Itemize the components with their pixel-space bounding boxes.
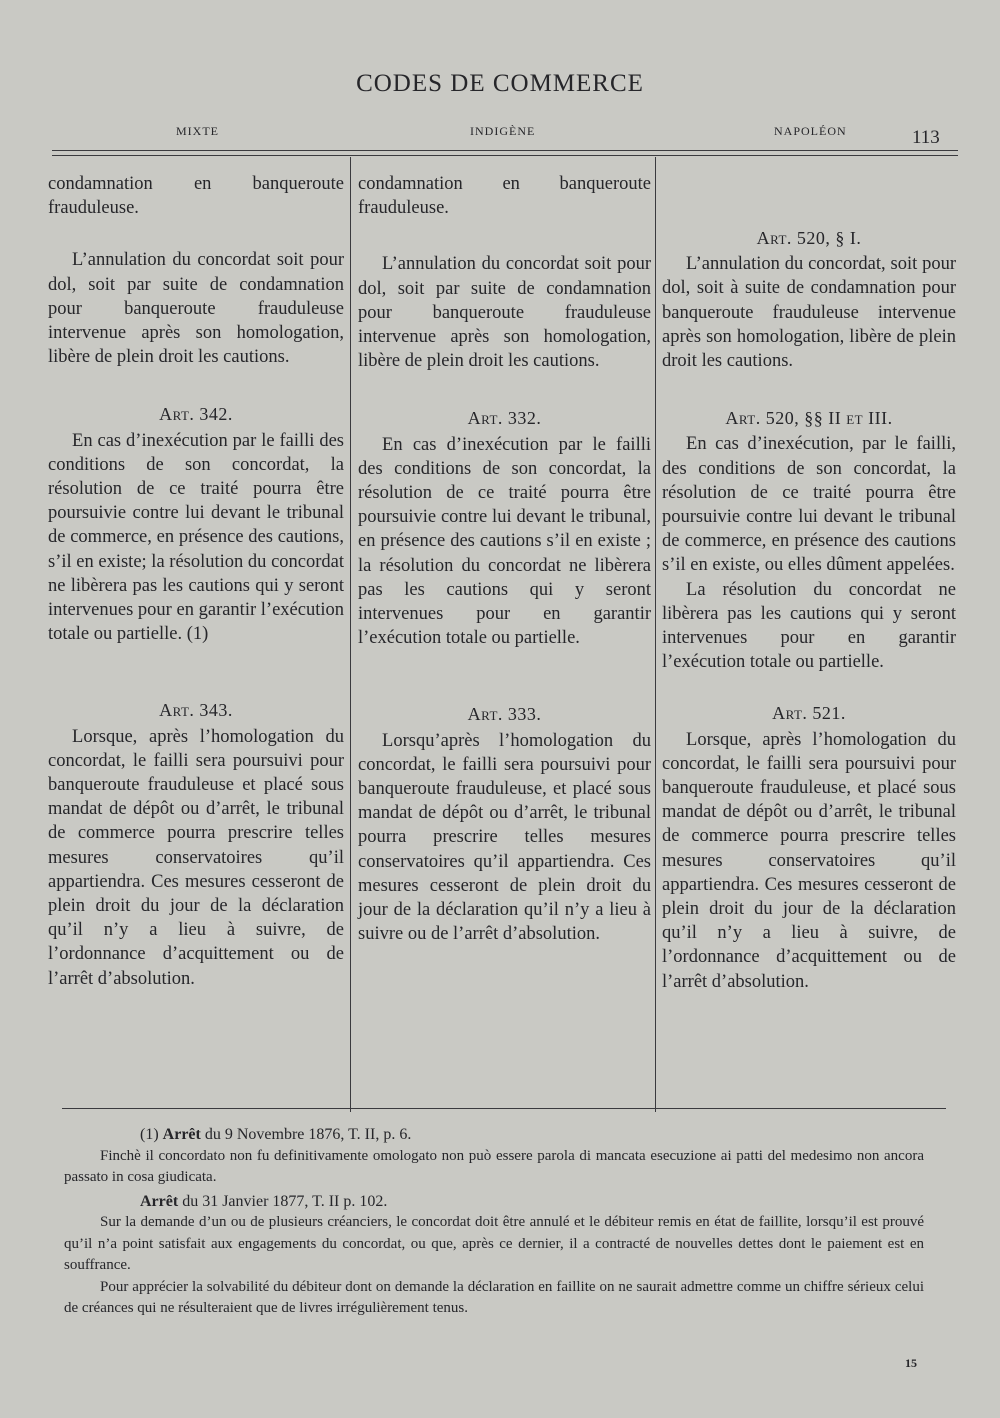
- column-header-indigene: INDIGÈNE: [470, 124, 536, 138]
- paragraph: En cas d’inexécution, par le failli, des conditions de son concordat, la résolution de ce traité pourra être poursuivie contre lui devant le tribunal de commerce, en présence des cautions s’il en existe, ou elles dûment appelées.: [662, 434, 956, 576]
- footnote-2-text: Sur la demande d’un ou de plusieurs créanciers, le concordat doit être annulé et le débiteur remis en état de faillite, lorsqu’il est prouvé qu’il n’a point satisfait aux engagements du concordat, ou que, après ce dernier, il a contracté de nouvelles dettes dont le paiement est en souffrance.: [64, 1214, 924, 1273]
- paragraph: Lorsqu’après l’homologation du concordat, le failli sera poursuivi pour banqueroute frauduleuse, et placé sous mandat de dépôt ou d’arrêt, le tribunal pourra prescrire telles mesures conservatoires qu’il appartiendra. Ces mesures cesseront de plein droit du jour de la déclaration qu’il n’y a lieu à suivre ou de l’arrêt d’absolution.: [358, 730, 651, 945]
- article-heading: Art. 333.: [467, 704, 542, 725]
- footnote-1-heading: [64, 1124, 924, 1146]
- paragraph: Lorsque, après l’homologation du concordat, le failli sera poursuivi pour banqueroute frauduleuse, et placé sous mandat de dépôt ou d’arrêt, le tribunal de commerce pourra prescrire telles mesures conservatoires qu’il appartiendra. Ces mesures cesseront de plein droit du jour de la déclaration qu’il n’y a lieu à suivre, de l’ordonnance d’acquittement ou de l’arrêt d’absolution.: [662, 729, 956, 992]
- page-number: 113: [912, 127, 940, 148]
- footnote-marker: (1): [140, 1126, 163, 1143]
- intro-text: condamnation en banqueroute frauduleuse.: [358, 174, 651, 219]
- arret-date: du 9 Novembre 1876, T. II, p. 6.: [200, 1126, 412, 1143]
- column-divider-right: [655, 157, 656, 1112]
- footnote-1-text: Finchè il concordato non fu definitivamente omologato non può essere parola di mancata esecuzione ai patti del medesimo non ancora passato in cosa giudicata.: [64, 1147, 924, 1185]
- footnote-2-text: Pour apprécier la solvabilité du débiteur dont on demande la déclaration en faillite on ne saurait admettre comme un chiffre sérieux celui de créances qui ne résulteraient que de livres irrégulièrement tenus.: [64, 1278, 924, 1316]
- column-mixte: [48, 172, 344, 991]
- paragraph: La résolution du concordat ne libèrera pas les cautions qui y seront intervenues pour en garantir l’exécution totale ou partielle.: [662, 579, 956, 673]
- column-divider-left: [350, 157, 351, 1112]
- footnote-2-heading: [64, 1191, 924, 1213]
- paragraph: L’annulation du concordat soit pour dol, soit par suite de condamnation pour banqueroute frauduleuse intervenue après son homologation, libère de plein droit les cautions.: [358, 254, 651, 372]
- paragraph: En cas d’inexécution par le failli des conditions de son concordat, la résolution de ce traité pourra être poursuivie contre lui devant le tribunal, en présence des cautions s’il en existe ; la résolution du concordat ne libèrera pas les cautions qui y seront intervenues pour en garantir l’exécution totale ou partielle.: [358, 434, 651, 649]
- paragraph: Lorsque, après l’homologation du concordat, le failli sera poursuivi pour banqueroute frauduleuse et placé sous mandat de dépôt ou d’arrêt, le tribunal de commerce pourra prescrire telles mesures conservatoires qu’il appartiendra. Ces mesures cesseront de plein droit du jour de la déclaration qu’il n’y a lieu à suivre, de l’ordonnance d’acquittement ou de l’arrêt d’absolution.: [48, 726, 344, 989]
- footnotes: [64, 1124, 924, 1320]
- paragraph: L’annulation du concordat, soit pour dol, soit à suite de condamnation pour banqueroute frauduleuse intervenue après son homologation, libère de plein droit les cautions.: [662, 254, 956, 372]
- article-heading: Art. 520, §§ II et III.: [725, 408, 893, 429]
- article-heading: Art. 342.: [159, 404, 233, 425]
- column-header-mixte: MIXTE: [176, 124, 219, 138]
- intro-text: condamnation en banqueroute frauduleuse.: [48, 174, 344, 219]
- arret-date: du 31 Janvier 1877, T. II p. 102.: [178, 1192, 388, 1210]
- column-indigene: [358, 172, 651, 946]
- page-title: CODES DE COMMERCE: [356, 70, 644, 97]
- article-heading: Art. 332.: [467, 408, 542, 429]
- arret-label: Arrêt: [140, 1192, 179, 1210]
- column-header-napoleon: NAPOLÉON: [774, 124, 847, 138]
- article-heading: Art. 521.: [772, 703, 846, 724]
- signature-mark: 15: [905, 1356, 917, 1370]
- header-rule-bottom: [52, 155, 958, 156]
- paragraph: En cas d’inexécution par le failli des conditions de son concordat, la résolution de ce traité pourra être poursuivie contre lui devant le tribunal de commerce, en présence des cautions, s’il en existe; la résolution du concordat ne libèrera pas les cautions qui y seront intervenues pour en garantir l’exécution totale ou partielle. (1): [48, 430, 344, 645]
- article-heading: Art. 520, § I.: [756, 228, 862, 248]
- arret-label: Arrêt: [162, 1126, 201, 1143]
- article-heading: Art. 343.: [159, 700, 233, 721]
- paragraph: L’annulation du concordat soit pour dol, soit par suite de condamnation pour banqueroute frauduleuse intervenue après son homologation, libère de plein droit les cautions.: [48, 250, 344, 368]
- column-napoleon: [662, 172, 956, 994]
- header-rule-top: [52, 150, 958, 151]
- footnote-rule: [62, 1108, 946, 1109]
